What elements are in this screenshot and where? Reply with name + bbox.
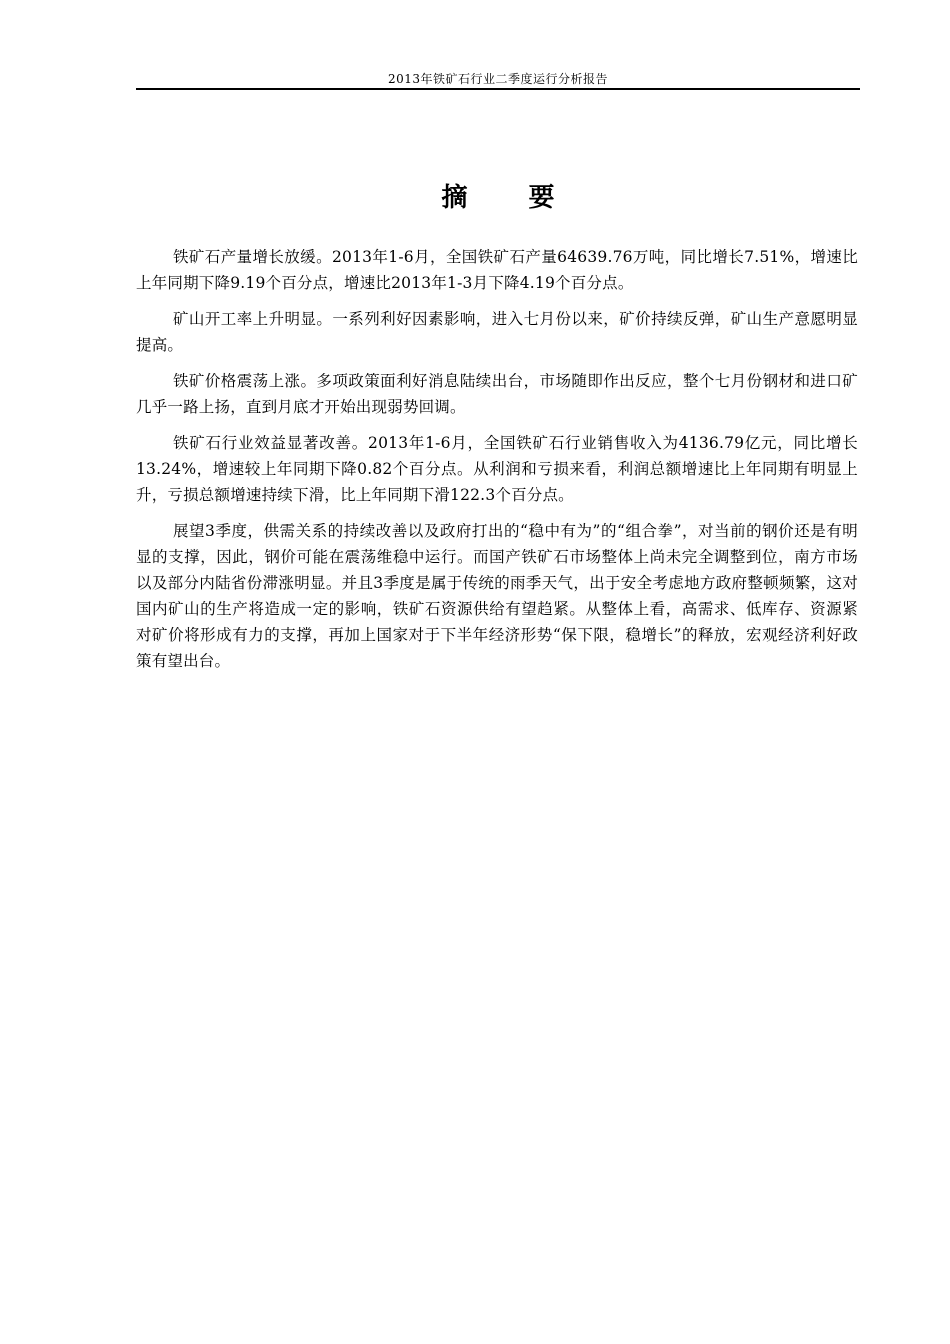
header-divider [136,88,860,90]
page-title: 摘 要 [441,183,581,213]
running-header: 2013年铁矿石行业二季度运行分析报告 [387,72,609,86]
paragraph-price: 铁矿价格震荡上涨。多项政策面利好消息陆续出台，市场随即作出反应，整个七月份钢材和进口矿几乎一路上扬，直到月底才开始出现弱势回调。 [136,372,858,416]
paragraph-outlook: 展望3季度，供需关系的持续改善以及政府打出的“稳中有为”的“组合拳”，对当前的钢价还是有明显的支撑，因此，钢价可能在震荡维稳中运行。而国产铁矿石市场整体上尚未完全调整到位，南方市场以及部分内陆省份滞涨明显。并且3季度是属于传统的雨季天气，出于安全考虑地方政府整顿频繁，这对国内矿山的生产将造成一定的影响，铁矿石资源供给有望趋紧。从整体上看，高需求、低库存、资源紧对矿价将形成有力的支撑，再加上国家对于下半年经济形势“保下限，稳增长”的释放，宏观经济利好政策有望出台。 [136,522,858,670]
abstract-body [136,244,858,684]
paragraph-operating-rate: 矿山开工率上升明显。一系列利好因素影响，进入七月份以来，矿价持续反弹，矿山生产意愿明显提高。 [136,310,858,354]
paragraph-production: 铁矿石产量增长放缓。2013年1-6月，全国铁矿石产量64639.76万吨，同比增长7.51%，增速比上年同期下降9.19个百分点，增速比2013年1-3月下降4.19个百分点。 [136,248,858,292]
paragraph-profitability: 铁矿石行业效益显著改善。2013年1-6月，全国铁矿石行业销售收入为4136.79亿元，同比增长13.24%，增速较上年同期下降0.82个百分点。从利润和亏损来看，利润总额增速比上年同期有明显上升，亏损总额增速持续下滑，比上年同期下滑122.3个百分点。 [136,434,858,504]
